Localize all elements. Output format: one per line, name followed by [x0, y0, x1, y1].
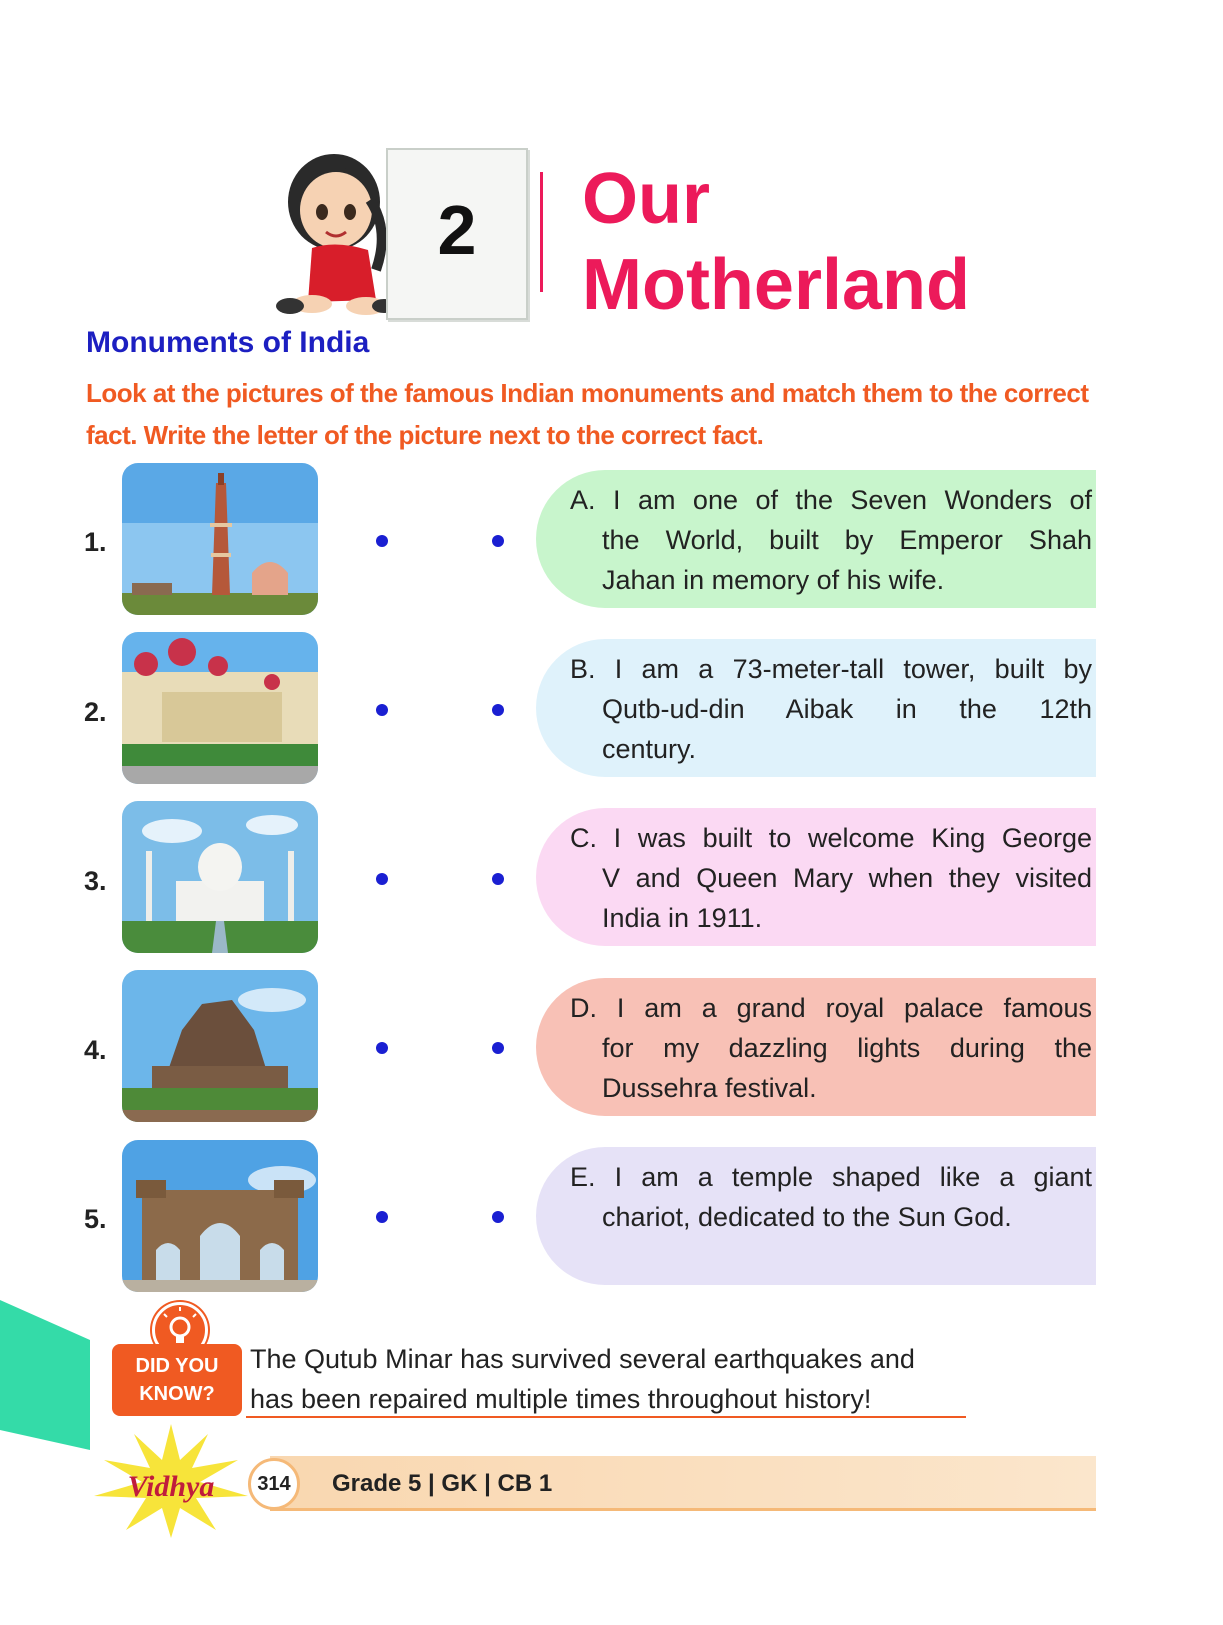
page-number: 314 [248, 1458, 300, 1510]
fact-line: Jahan in memory of his wife. [602, 565, 945, 595]
vidhya-logo [88, 1420, 254, 1540]
row-number: 4. [84, 1035, 107, 1065]
fact-line: C. I was built to welcome King George [570, 823, 1092, 853]
footer-text: Grade 5 | GK | CB 1 [332, 1470, 553, 1497]
did-you-know-line1: DID YOU [135, 1355, 219, 1377]
fact-d [536, 978, 1096, 1116]
fact-line: chariot, dedicated to the Sun God. [602, 1202, 1012, 1232]
fact-line: D. I am a grand royal palace famous [570, 993, 1092, 1023]
chapter-title-line1: Our [582, 159, 711, 239]
section-heading: Monuments of India [86, 326, 370, 359]
left-match-dot[interactable] [376, 535, 388, 547]
right-match-dot[interactable] [492, 704, 504, 716]
gateway-of-india-picture [122, 1140, 318, 1292]
fact-line: the World, built by Emperor Shah [602, 525, 1092, 555]
left-match-dot[interactable] [376, 704, 388, 716]
instructions-text: Look at the pictures of the famous Indian monuments and match them to the correct fact. Write the letter of the picture next to the correct fact. [86, 378, 1089, 450]
qutub-minar-picture [122, 463, 318, 615]
footer-line [270, 1508, 1096, 1511]
fact-line: Qutb-ud-din Aibak in the 12th [602, 694, 1092, 724]
chapter-title-line2: Motherland [582, 245, 970, 325]
fact-a [536, 470, 1096, 608]
fact-c [536, 808, 1096, 946]
row-number: 3. [84, 866, 107, 896]
right-match-dot[interactable] [492, 1211, 504, 1223]
decorative-green-tab [0, 1300, 90, 1450]
fact-b [536, 639, 1096, 777]
vidhya-logo-text: Vidhya [127, 1470, 215, 1503]
fact-line: A. I am one of the Seven Wonders of [570, 485, 1092, 515]
did-you-know-text-line2: has been repaired multiple times throughout history! [250, 1384, 872, 1414]
fact-line: century. [602, 734, 697, 764]
left-match-dot[interactable] [376, 1211, 388, 1223]
mysore-palace-picture [122, 632, 318, 784]
did-you-know-underline [246, 1416, 966, 1418]
did-you-know-line2: KNOW? [139, 1383, 215, 1405]
header-divider [540, 172, 543, 292]
left-match-dot[interactable] [376, 873, 388, 885]
fact-line: Dussehra festival. [602, 1073, 817, 1103]
did-you-know-text-line1: The Qutub Minar has survived several earthquakes and [250, 1344, 915, 1374]
row-number: 2. [84, 697, 107, 727]
fact-line: B. I am a 73-meter-tall tower, built by [570, 654, 1092, 684]
row-number: 5. [84, 1204, 107, 1234]
right-match-dot[interactable] [492, 535, 504, 547]
konark-sun-temple-picture [122, 970, 318, 1122]
fact-line: India in 1911. [602, 903, 763, 933]
right-match-dot[interactable] [492, 1042, 504, 1054]
row-number: 1. [84, 527, 107, 557]
left-match-dot[interactable] [376, 1042, 388, 1054]
right-match-dot[interactable] [492, 873, 504, 885]
fact-line: E. I am a temple shaped like a giant [570, 1162, 1092, 1192]
chapter-number: 2 [437, 191, 477, 269]
fact-line: for my dazzling lights during the [602, 1033, 1092, 1063]
taj-mahal-picture [122, 801, 318, 953]
fact-e [536, 1147, 1096, 1285]
fact-line: V and Queen Mary when they visited [602, 863, 1092, 893]
did-you-know-label [112, 1344, 242, 1416]
